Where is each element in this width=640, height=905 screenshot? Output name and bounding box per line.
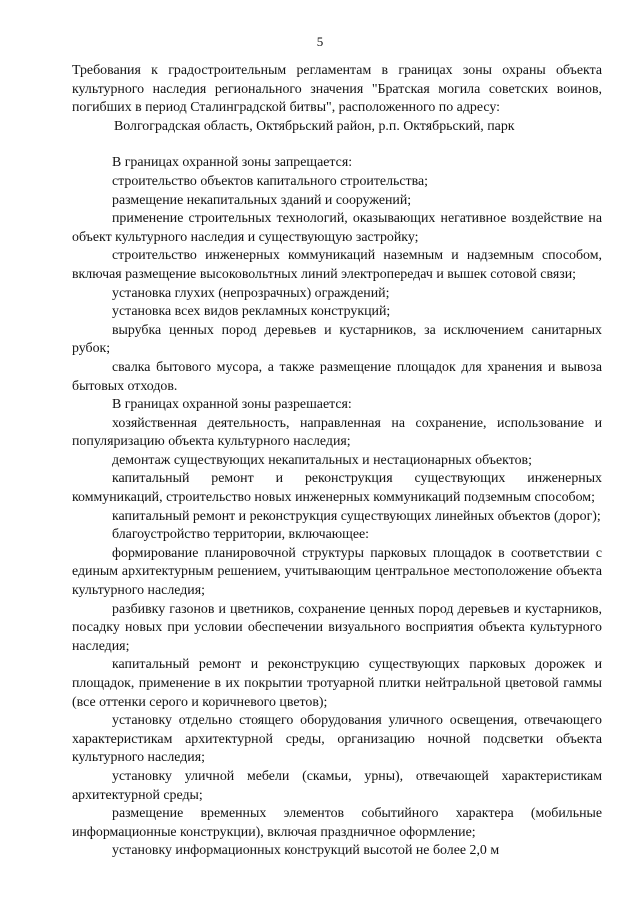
allowed-item: установку отдельно стоящего оборудования уличного освещения, отвечающего характеристикам архитектурной среды, организацию ночной подсветки объекта культурного наследия; bbox=[72, 713, 602, 766]
prohibited-item: размещение некапитальных зданий и сооружений; bbox=[112, 192, 412, 208]
prohibited-heading: В границах охранной зоны запрещается: bbox=[112, 155, 353, 171]
prohibited-item: строительство инженерных коммуникаций наземным и надземным способом, включая размещение высоковольтных линий электропередач и вышек сотовой связи; bbox=[72, 248, 602, 282]
prohibited-item: свалка бытового мусора, а также размещение площадок для хранения и вывоза бытовых отходов. bbox=[72, 359, 602, 394]
prohibited-item: установка глухих (непрозрачных) ограждений; bbox=[112, 285, 390, 301]
allowed-item: установку информационных конструкций высотой не более 2,0 м bbox=[112, 843, 500, 859]
allowed-heading: В границах охранной зоны разрешается: bbox=[112, 397, 352, 413]
allowed-item: капитальный ремонт и реконструкцию существующих парковых дорожек и площадок, применение в их покрытии тротуарной плитки нейтральной цветовой гаммы (все оттенки серого и коричневого цветов); bbox=[72, 657, 602, 710]
page-number: 5 bbox=[316, 34, 324, 49]
allowed-item: разбивку газонов и цветников, сохранение ценных пород деревьев и кустарников, посадку новых при условии обеспечении визуального восприятия объекта культурного наследия; bbox=[72, 601, 602, 654]
allowed-item: капитальный ремонт и реконструкция существующих линейных объектов (дорог); bbox=[112, 508, 601, 524]
allowed-item: формирование планировочной структуры парковых площадок в соответствии с единым архитектурным решением, учитывающим центральное местоположение объекта культурного наследия; bbox=[72, 545, 602, 599]
document-title: Требования к градостроительным регламентам в границах зоны охраны объекта культурного наследия регионального значения "Братская могила советских воинов, погибших в период Сталинградской битвы", расположенного по адресу: bbox=[72, 63, 602, 116]
prohibited-item: применение строительных технологий, оказывающих негативное воздействие на объект культурного наследия и существующую застройку; bbox=[72, 211, 602, 245]
allowed-item: благоустройство территории, включающее: bbox=[112, 527, 370, 543]
prohibited-item: строительство объектов капитального строительства; bbox=[112, 173, 428, 189]
allowed-item: размещение временных элементов событийного характера (мобильные информационные конструкции), включая праздничное оформление; bbox=[72, 806, 602, 840]
allowed-item: хозяйственная деятельность, направленная на сохранение, использование и популяризацию объекта культурного наследия; bbox=[72, 415, 602, 450]
allowed-item: установку уличной мебели (скамьи, урны), отвечающей характеристикам архитектурной среды; bbox=[72, 768, 602, 803]
prohibited-item: вырубка ценных пород деревьев и кустарников, за исключением санитарных рубок; bbox=[72, 322, 602, 357]
document-body bbox=[72, 62, 602, 861]
prohibited-item: установка всех видов рекламных конструкций; bbox=[112, 304, 391, 320]
allowed-item: капитальный ремонт и реконструкция существующих инженерных коммуникаций, строительство новых инженерных коммуникаций подземным способом; bbox=[72, 471, 602, 506]
document-title-address: Волгоградская область, Октябрьский район, р.п. Октябрьский, парк bbox=[114, 118, 515, 134]
allowed-item: демонтаж существующих некапитальных и нестационарных объектов; bbox=[112, 452, 532, 468]
